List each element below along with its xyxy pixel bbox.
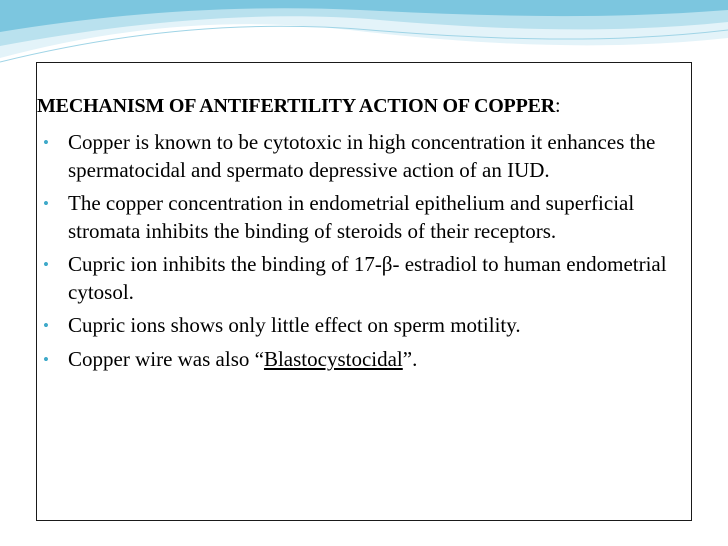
slide-heading-text: MECHANISM OF ANTIFERTILITY ACTION OF COPPER	[37, 95, 555, 117]
list-item	[41, 190, 691, 245]
slide-heading	[37, 95, 560, 118]
bullet-list	[41, 129, 691, 379]
list-item	[41, 312, 691, 340]
bullet-icon: •	[43, 349, 49, 369]
list-item	[41, 346, 691, 374]
list-item	[41, 251, 691, 306]
bullet-icon: •	[43, 316, 49, 335]
bullet-icon: •	[43, 194, 49, 213]
list-item-text: Cupric ion inhibits the binding of 17-β- estradiol to human endometrial cytosol.	[68, 252, 667, 304]
bullet-icon: •	[43, 133, 49, 152]
list-item-text: Cupric ions shows only little effect on sperm motility.	[68, 313, 521, 337]
list-item-text: The copper concentration in endometrial epithelium and superficial stromata inhibits the binding of steroids of their receptors.	[68, 191, 635, 243]
list-item-text-suffix: ”.	[402, 346, 418, 371]
bullet-icon: •	[43, 255, 49, 274]
slide-content-box	[36, 62, 692, 521]
list-item-text: Copper is known to be cytotoxic in high concentration it enhances the spermatocidal and spermato depressive action of an IUD.	[68, 130, 656, 182]
slide-heading-colon: :	[554, 95, 561, 117]
list-item	[41, 129, 691, 184]
underlined-term: Blastocystocidal	[263, 346, 403, 371]
list-item-text-prefix: Copper wire was also “	[68, 346, 264, 371]
